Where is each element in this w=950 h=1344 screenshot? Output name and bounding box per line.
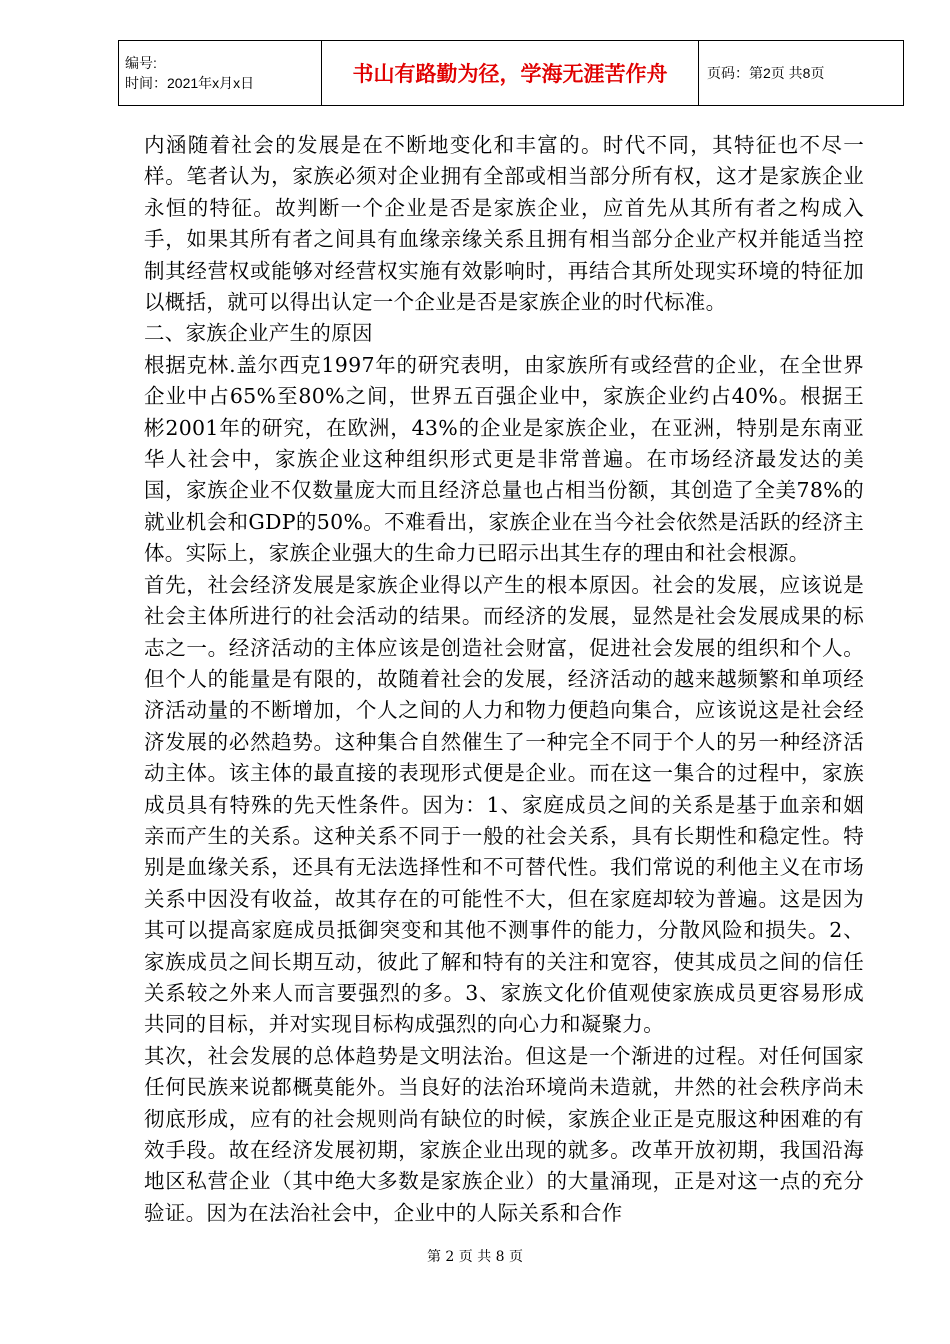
section-heading: 二、家族企业产生的原因 xyxy=(144,321,373,346)
paragraph: 其次，社会发展的总体趋势是文明法治。但这是一个渐进的过程。对任何国家任何民族来说都概莫能外。当良好的法治环境尚未造就，井然的社会秩序尚未彻底形成，应有的社会规则尚有缺位的时候，家族企业正是克服这种困难的有效手段。故在经济发展初期，家族企业出现的就多。改革开放初期，我国沿海地区私营企业（其中绝大多数是家族企业）的大量涌现，正是对这一点的充分验证。因为在法治社会中，企业中的人际关系和合作 xyxy=(144,1043,864,1225)
page-footer: 第 2 页 共 8 页 xyxy=(426,1249,524,1265)
document-body xyxy=(144,130,864,1229)
header-meta xyxy=(119,41,322,106)
page-header xyxy=(118,40,904,106)
document-time: 时间：2021年x月x日 xyxy=(125,75,255,91)
paragraph: 首先，社会经济发展是家族企业得以产生的根本原因。社会的发展，应该说是社会主体所进行的社会活动的结果。而经济的发展，显然是社会发展成果的标志之一。经济活动的主体应该是创造社会财富，促进社会发展的组织和个人。但个人的能量是有限的，故随着社会的发展，经济活动的越来越频繁和单项经济活动量的不断增加，个人之间的人力和物力便趋向集合，应该说这是社会经济发展的必然趋势。这种集合自然催生了一种完全不同于个人的另一种经济活动主体。该主体的最直接的表现形式便是企业。而在这一集合的过程中，家族成员具有特殊的先天性条件。因为：1、家庭成员之间的关系是基于血亲和姻亲而产生的关系。这种关系不同于一般的社会关系，具有长期性和稳定性。特别是血缘关系，还具有无法选择性和不可替代性。我们常说的利他主义在市场关系中因没有收益，故其存在的可能性不大，但在家庭却较为普遍。这是因为其可以提高家庭成员抵御突变和其他不测事件的能力，分散风险和损失。2、家族成员之间长期互动，彼此了解和特有的关注和宽容，使其成员之间的信任关系较之外来人而言要强烈的多。3、家族文化价值观使家族成员更容易形成共同的目标，并对实现目标构成强烈的向心力和凝聚力。 xyxy=(144,572,864,1037)
document-number: 编号: xyxy=(125,55,157,71)
paragraph: 内涵随着社会的发展是在不断地变化和丰富的。时代不同，其特征也不尽一样。笔者认为，家族必须对企业拥有全部或相当部分所有权，这才是家族企业永恒的特征。故判断一个企业是否是家族企业，应首先从其所有者之构成入手，如果其所有者之间具有血缘亲缘关系且拥有相当部分企业产权并能适当控制其经营权或能够对经营权实施有效影响时，再结合其所处现实环境的特征加以概括，就可以得出认定一个企业是否是家族企业的时代标准。 xyxy=(144,133,864,315)
header-page-info: 页码：第2页 共8页 xyxy=(699,41,904,106)
paragraph: 根据克林.盖尔西克1997年的研究表明，由家族所有或经营的企业，在全世界企业中占65%至80%之间，世界五百强企业中，家族企业约占40%。根据王彬2001年的研究，在欧洲，43%的企业是家族企业，在亚洲，特别是东南亚华人社会中，家族企业这种组织形式更是非常普遍。在市场经济最发达的美国，家族企业不仅数量庞大而且经济总量也占相当份额，其创造了全美78%的就业机会和GDP的50%。不难看出，家族企业在当今社会依然是活跃的经济主体。实际上，家族企业强大的生命力已昭示出其生存的理由和社会根源。 xyxy=(144,352,864,566)
header-motto: 书山有路勤为径，学海无涯苦作舟 xyxy=(322,41,699,106)
